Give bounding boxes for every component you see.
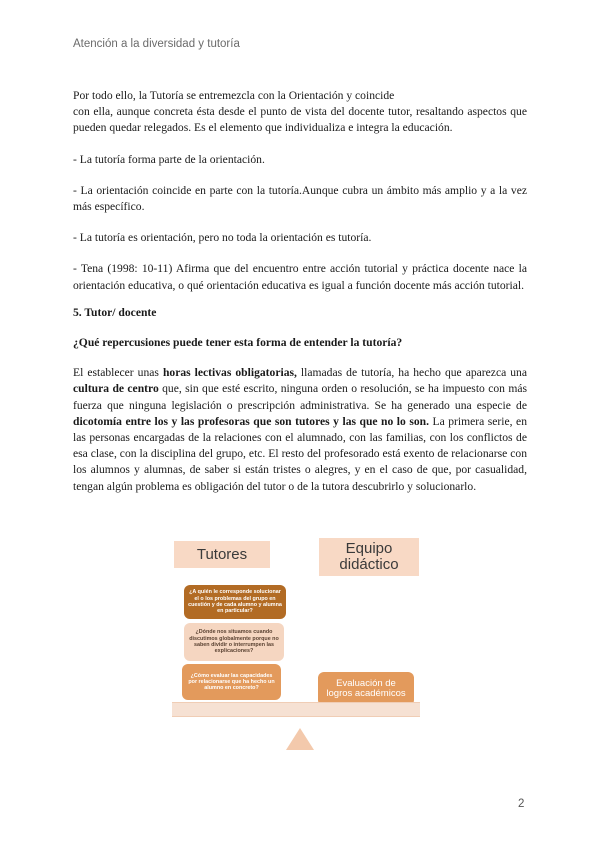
document-body <box>73 88 527 495</box>
list-item: - La tutoría es orientación, pero no toda la orientación es tutoría. <box>73 231 372 245</box>
question-pill: ¿Cómo evaluar las capacidades por relacionarse que ha hecho un alumno en concreto? <box>182 664 281 700</box>
list-item: - La orientación coincide en parte con la tutoría.Aunque cubra un ámbito más amplio y a la vez más específico. <box>73 183 527 214</box>
bold-run: dicotomía entre los y las profesoras que son tutores y las que no lo son. <box>73 414 429 428</box>
balance-diagram <box>172 532 420 752</box>
question-pill: ¿A quién le corresponde solucionar el o los problemas del grupo en cuestión y de cada alumno y alumna en particular? <box>184 585 286 619</box>
text-run: La primera serie, en las personas encargadas de la relaciones con el alumnado, con las familias, con los conflictos de esa clase, con la disciplina del grupo, etc. El resto del profesorado está exento de relacionarse con los alumnos y alumnas, de saber si están tristes o alegres, y en el caso de que, por casualidad, tengan algún problema es obligación del tutor o de la tutora descubrirlo y solucionarlo. <box>73 414 527 493</box>
bold-run: cultura de centro <box>73 382 159 396</box>
section-heading: 5. Tutor/ docente <box>73 305 157 319</box>
text-run: llamadas de tutoría, ha hecho que aparezca una <box>296 366 527 380</box>
text-run: que, sin que esté escrito, ninguna orden o resolución, se ha impuesto con más fuerza que ninguna legislación o prescripción administrativa. Se ha generado una especie de <box>73 382 527 412</box>
balance-fulcrum <box>286 728 314 750</box>
list-item: - La tutoría forma parte de la orientación. <box>73 152 265 166</box>
question-heading: ¿Qué repercusiones puede tener esta forma de entender la tutoría? <box>73 336 403 350</box>
running-header: Atención a la diversidad y tutoría <box>73 38 240 50</box>
text-run: El establecer unas <box>73 366 163 380</box>
question-pill: ¿Dónde nos situamos cuando discutimos globalmente porque no saben dividir o interrumpen las explicaciones? <box>184 623 284 661</box>
paragraph: con ella, aunque concreta ésta desde el punto de vista del docente tutor, resaltando aspectos que pueden quedar relegados. Es el elemento que individualiza e integra la educación. <box>73 105 527 135</box>
bold-run: horas lectivas obligatorias, <box>162 366 297 380</box>
list-item: - Tena (1998: 10-11) Afirma que del encuentro entre acción tutorial y práctica docente nace la orientación educativa, o qué orientación educativa es igual a función docente más acción tutorial. <box>73 262 527 292</box>
balance-beam <box>172 702 420 717</box>
tutores-box: Tutores <box>174 541 270 568</box>
evaluation-pill: Evaluación de logros académicos <box>318 672 414 706</box>
paragraph-line: Por todo ello, la Tutoría se entremezcla con la Orientación y coincide <box>73 89 395 102</box>
page-number: 2 <box>518 798 525 810</box>
equipo-didactico-box: Equipo didáctico <box>319 538 419 576</box>
paragraph <box>73 365 527 495</box>
